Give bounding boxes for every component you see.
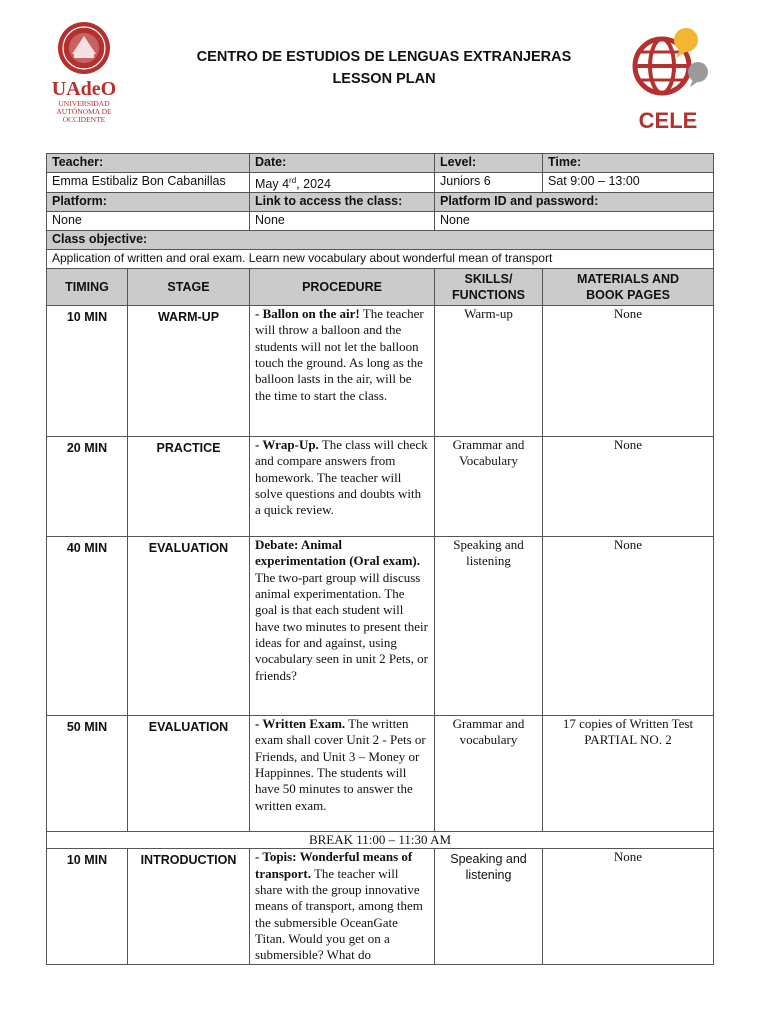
objective-value: Application of written and oral exam. Learn new vocabulary about wonderful mean of transport [47, 250, 714, 269]
timing-header: TIMING [47, 269, 128, 306]
uadeo-logo [44, 18, 124, 128]
time-label: Time: [543, 154, 714, 173]
table-row: 10 MIN WARM-UP - Ballon on the air! The teacher will throw a balloon and the students will not let the balloon touch the ground. As long as the balloon lasts in the air, will be the time to start the class. Warm-up None [47, 306, 714, 437]
table-row: 20 MIN PRACTICE - Wrap-Up. The class will check and compare answers from homework. The teacher will solve questions and doubts with a quick review. Grammar and Vocabulary None [47, 437, 714, 537]
level-label: Level: [435, 154, 543, 173]
link-label: Link to access the class: [250, 193, 435, 212]
break-text: BREAK 11:00 – 11:30 AM [47, 832, 714, 849]
table-row: 50 MIN EVALUATION - Written Exam. The written exam shall cover Unit 2 - Pets or Friends, and Unit 3 – Money or Happinnes. The students will have 50 minutes to answer the written exam. Grammar and vocabulary 17 copies of Written Test PARTIAL NO. 2 [47, 716, 714, 832]
level-value: Juniors 6 [435, 173, 543, 193]
document-subtitle: LESSON PLAN [332, 71, 436, 87]
teacher-label: Teacher: [47, 154, 250, 173]
uadeo-logo-name: UAdeO [51, 78, 117, 100]
platform-id-label: Platform ID and password: [435, 193, 714, 212]
skills-header: SKILLS/ FUNCTIONS [435, 269, 543, 306]
table-row: 10 MIN INTRODUCTION - Topis: Wonderful means of transport. The teacher will share with the group innovative means of transport, among them the submersible OceanGate Titan. Would you get on a submersible? What do Speaking and listening None [47, 849, 714, 964]
lesson-plan-table [46, 153, 714, 965]
link-value: None [250, 212, 435, 231]
globe-chat-icon [624, 22, 716, 134]
svg-text:OCCIDENTE: OCCIDENTE [62, 115, 106, 124]
cele-logo [624, 22, 716, 134]
date-value: May 4rd, 2024 [250, 173, 435, 193]
stage-header: STAGE [128, 269, 250, 306]
uadeo-seal-icon [44, 18, 124, 128]
break-row [47, 832, 714, 849]
platform-value: None [47, 212, 250, 231]
procedure-header: PROCEDURE [250, 269, 435, 306]
svg-text:UNIVERSIDAD: UNIVERSIDAD [58, 99, 110, 108]
materials-header: MATERIALS AND BOOK PAGES [543, 269, 714, 306]
cele-logo-name: CELE [638, 108, 698, 133]
teacher-value: Emma Estibaliz Bon Cabanillas [47, 173, 250, 193]
document-title: CENTRO DE ESTUDIOS DE LENGUAS EXTRANJERAS [196, 49, 572, 65]
svg-text:AUTÓNOMA DE: AUTÓNOMA DE [56, 107, 112, 116]
date-label: Date: [250, 154, 435, 173]
objective-label: Class objective: [47, 231, 714, 250]
table-row: 40 MIN EVALUATION Debate: Animal experimentation (Oral exam). The two-part group will discuss animal experimentation. The goal is that each student will have two minutes to present their ideas for and against, using vocabulary seen in unit 2 Pets, or friends? Speaking and listening None [47, 537, 714, 716]
time-value: Sat 9:00 – 13:00 [543, 173, 714, 193]
platform-id-value: None [435, 212, 714, 231]
platform-label: Platform: [47, 193, 250, 212]
